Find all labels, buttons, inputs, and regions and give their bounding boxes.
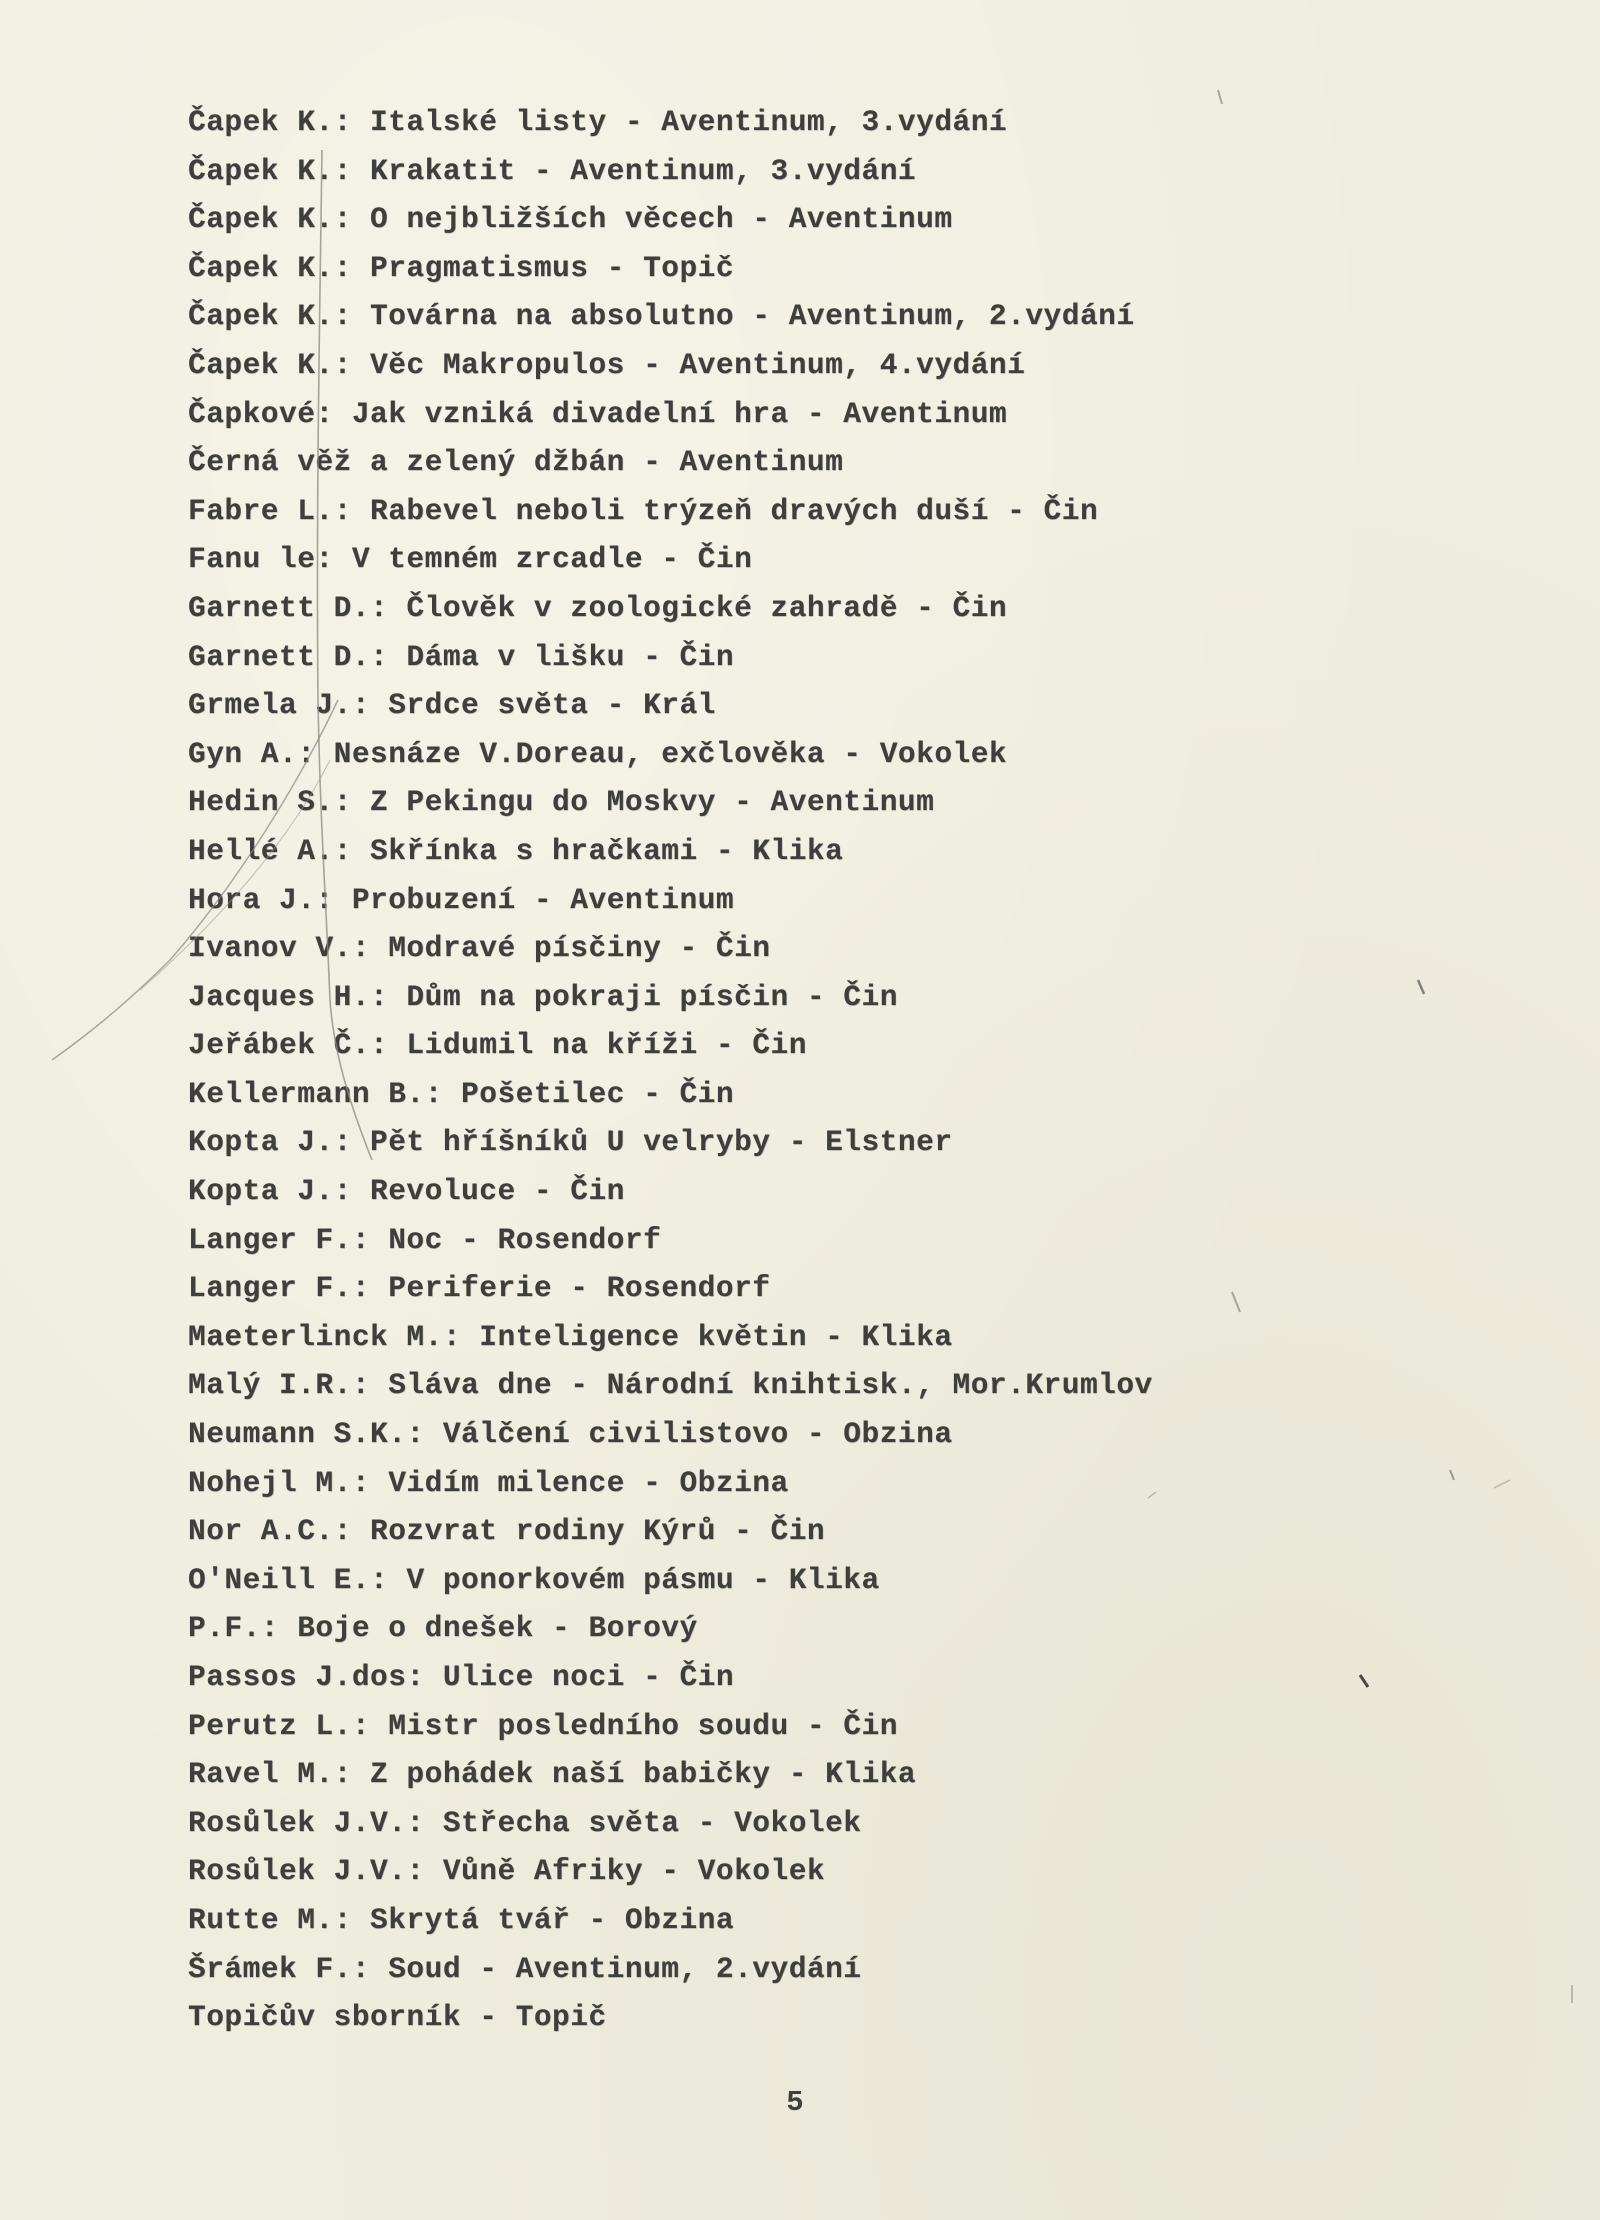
book-entry: Černá věž a zelený džbán - Aventinum xyxy=(188,445,844,480)
book-entry: Čapek K.: Věc Makropulos - Aventinum, 4.vydání xyxy=(188,347,1026,382)
book-entry: Čapek K.: O nejbližších věcech - Aventinum xyxy=(188,202,953,237)
book-entry: Čapek K.: Italské listy - Aventinum, 3.vydání xyxy=(188,105,1008,139)
book-entry: Neumann S.K.: Válčení civilistovo - Obzina xyxy=(188,1417,953,1452)
book-entry: Čapek K.: Pragmatismus - Topič xyxy=(188,250,735,285)
book-entry: O'Neill E.: V ponorkovém pásmu - Klika xyxy=(188,1562,880,1597)
book-entry: Maeterlinck M.: Inteligence květin - Klika xyxy=(188,1319,953,1354)
book-entry: Garnett D.: Dáma v lišku - Čin xyxy=(188,639,735,674)
book-entry: Malý I.R.: Sláva dne - Národní knihtisk., Mor.Krumlov xyxy=(188,1368,1153,1403)
book-entry: Čapek K.: Krakatit - Aventinum, 3.vydání xyxy=(188,153,917,188)
book-entry: Grmela J.: Srdce světa - Král xyxy=(188,688,716,723)
page-number: 5 xyxy=(786,2086,804,2119)
stray-mark xyxy=(1232,1292,1240,1312)
book-entry: Hedin S.: Z Pekingu do Moskvy - Aventinum xyxy=(188,785,935,820)
book-entry: Hellé A.: Skřínka s hračkami - Klika xyxy=(188,833,844,868)
book-entry: Topičův sborník - Topič xyxy=(188,2000,607,2035)
book-entry: Ivanov V.: Modravé písčiny - Čin xyxy=(188,931,771,966)
book-entry: P.F.: Boje o dnešek - Borový xyxy=(188,1611,698,1646)
book-entry: Rosůlek J.V.: Střecha světa - Vokolek xyxy=(188,1805,862,1840)
book-entry: Kopta J.: Pět hříšníků U velryby - Elstner xyxy=(188,1125,953,1160)
stray-mark xyxy=(1418,980,1424,994)
book-entry: Nor A.C.: Rozvrat rodiny Kýrů - Čin xyxy=(188,1514,826,1549)
book-entry: Kellermann B.: Pošetilec - Čin xyxy=(188,1076,735,1111)
book-entry: Fabre L.: Rabevel neboli trýzeň dravých duší - Čin xyxy=(188,493,1099,528)
book-entry: Rosůlek J.V.: Vůně Afriky - Vokolek xyxy=(188,1854,826,1889)
book-entry: Čapkové: Jak vzniká divadelní hra - Aventinum xyxy=(188,396,1008,431)
book-list xyxy=(188,98,1153,2042)
book-entry: Hora J.: Probuzení - Aventinum xyxy=(188,882,735,917)
book-entry: Passos J.dos: Ulice noci - Čin xyxy=(188,1660,735,1694)
book-entry: Jeřábek Č.: Lidumil na kříži - Čin xyxy=(188,1028,807,1063)
book-entry: Kopta J.: Revoluce - Čin xyxy=(188,1174,625,1209)
book-entry: Čapek K.: Továrna na absolutno - Aventinum, 2.vydání xyxy=(188,299,1135,334)
book-entry: Garnett D.: Člověk v zoologické zahradě - Čin xyxy=(188,590,1008,625)
stray-mark xyxy=(1450,1470,1454,1480)
stray-mark xyxy=(1360,1675,1368,1687)
book-entry: Jacques H.: Dům na pokraji písčin - Čin xyxy=(188,979,898,1014)
book-entry: Šrámek F.: Soud - Aventinum, 2.vydání xyxy=(188,1951,862,1986)
book-entry: Langer F.: Periferie - Rosendorf xyxy=(188,1271,771,1306)
book-entry: Nohejl M.: Vidím milence - Obzina xyxy=(188,1465,789,1500)
book-entry: Langer F.: Noc - Rosendorf xyxy=(188,1222,662,1257)
stray-mark xyxy=(1218,90,1222,104)
book-entry: Fanu le: V temném zrcadle - Čin xyxy=(188,542,753,577)
book-entry: Gyn A.: Nesnáze V.Doreau, exčlověka - Vokolek xyxy=(188,736,1008,771)
book-entry: Perutz L.: Mistr posledního soudu - Čin xyxy=(188,1708,898,1743)
stray-mark xyxy=(1494,1480,1510,1488)
book-entry: Ravel M.: Z pohádek naší babičky - Klika xyxy=(188,1757,917,1792)
book-entry: Rutte M.: Skrytá tvář - Obzina xyxy=(188,1902,735,1937)
